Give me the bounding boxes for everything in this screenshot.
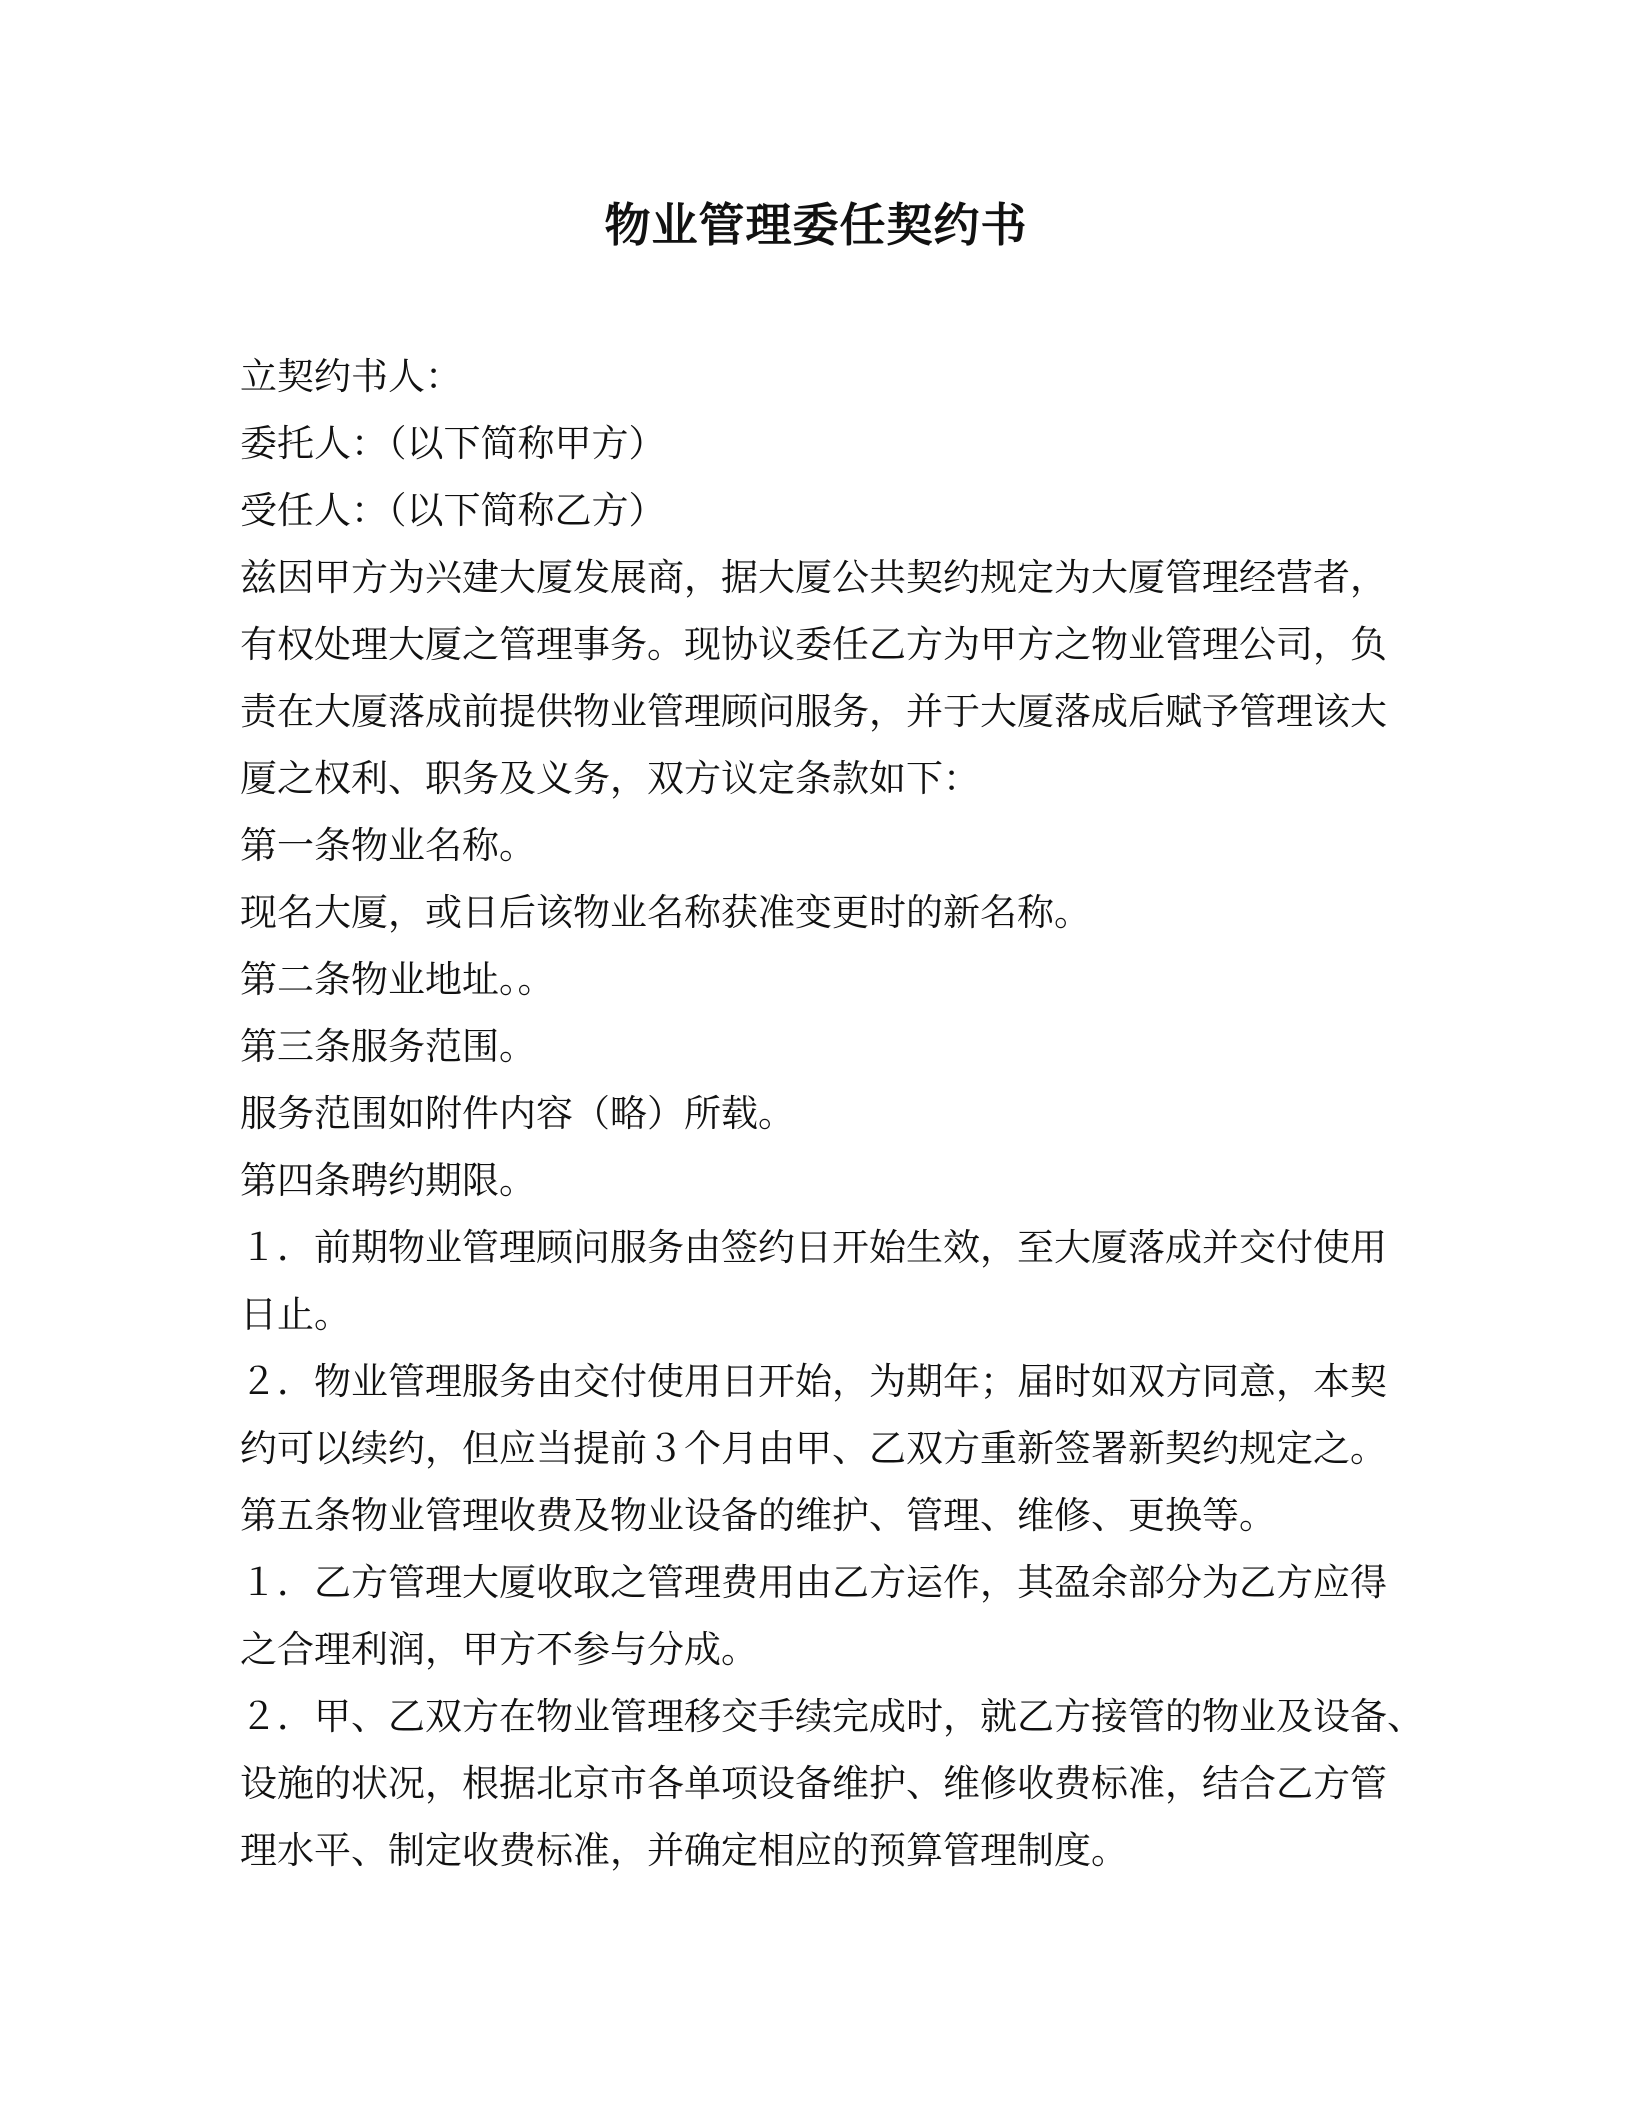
party-b-line: 受任人：（以下简称乙方）: [240, 489, 666, 532]
article-4-clause-2: ２．物业管理服务由交付使用日开始，为期年；届时如双方同意，本契: [240, 1360, 1387, 1403]
article-5-clause-2: ２．甲、乙双方在物业管理移交手续完成时，就乙方接管的物业及设备、: [240, 1695, 1424, 1738]
article-3-heading: 第三条服务范围。: [240, 1025, 536, 1068]
document-title: 物业管理委任契约书: [604, 198, 1028, 252]
preamble-line: 责在大厦落成前提供物业管理顾问服务，并于大厦落成后赋予管理该大: [240, 690, 1387, 733]
preamble-line: 兹因甲方为兴建大厦发展商，据大厦公共契约规定为大厦管理经营者，: [240, 556, 1387, 599]
article-5-heading: 第五条物业管理收费及物业设备的维护、管理、维修、更换等。: [240, 1494, 1276, 1537]
article-5-clause-1: 之合理利润，甲方不参与分成。: [240, 1628, 758, 1671]
article-5-clause-2: 理水平、制定收费标准，并确定相应的预算管理制度。: [240, 1829, 1128, 1872]
article-4-clause-2: 约可以续约，但应当提前３个月由甲、乙双方重新签署新契约规定之。: [240, 1427, 1387, 1470]
document-body: [240, 343, 1424, 1884]
article-3-text: 服务范围如附件内容（略）所载。: [240, 1092, 795, 1135]
article-4-clause-1: 日止。: [240, 1293, 351, 1336]
article-2-heading: 第二条物业地址。。: [240, 958, 555, 1001]
article-5-clause-2: 设施的状况，根据北京市各单项设备维护、维修收费标准，结合乙方管: [240, 1762, 1387, 1805]
preamble-line: 有权处理大厦之管理事务。现协议委任乙方为甲方之物业管理公司，负: [240, 623, 1387, 666]
article-4-heading: 第四条聘约期限。: [240, 1159, 536, 1202]
article-1-heading: 第一条物业名称。: [240, 824, 536, 867]
article-1-text: 现名大厦，或日后该物业名称获准变更时的新名称。: [240, 891, 1091, 934]
party-a-line: 委托人：（以下简称甲方）: [240, 422, 666, 465]
party-heading: 立契约书人：: [240, 355, 462, 398]
preamble-line: 厦之权利、职务及义务，双方议定条款如下：: [240, 757, 980, 800]
article-5-clause-1: １．乙方管理大厦收取之管理费用由乙方运作，其盈余部分为乙方应得: [240, 1561, 1387, 1604]
article-4-clause-1: １．前期物业管理顾问服务由签约日开始生效，至大厦落成并交付使用: [240, 1226, 1387, 1269]
